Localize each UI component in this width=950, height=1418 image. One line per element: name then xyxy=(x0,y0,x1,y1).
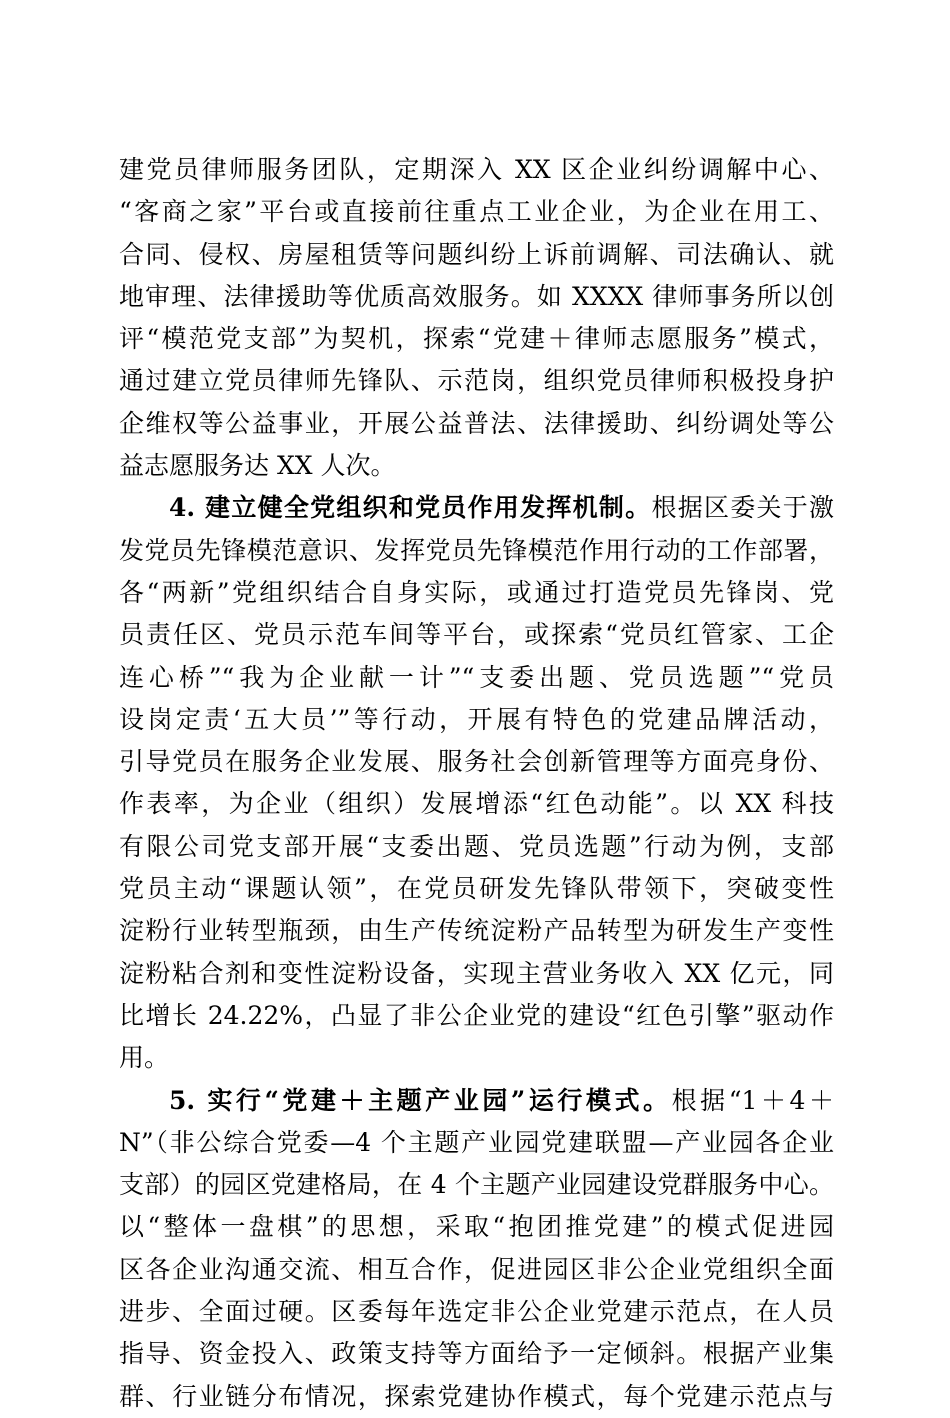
text-line: 通过建立党员律师先锋队、示范岗，组织党员律师积极投身护 xyxy=(119,366,834,396)
text-line: 淀粉行业转型瓶颈，由生产传统淀粉产品转型为研发生产变性 xyxy=(119,916,834,946)
document-body xyxy=(119,149,834,1418)
text-line: 区各企业沟通交流、相互合作，促进园区非公企业党组织全面 xyxy=(119,1254,834,1284)
text-line: 评“模范党支部”为契机，探索“党建＋律师志愿服务”模式， xyxy=(119,324,834,354)
text-line: 群、行业链分布情况，探索党建协作模式，每个党建示范点与 xyxy=(119,1381,834,1411)
text-line: 比增长 24.22%，凸显了非公企业党的建设“红色引擎”驱动作 xyxy=(119,1000,834,1030)
text-line: 用。 xyxy=(119,1043,170,1073)
text-line: 员责任区、党员示范车间等平台，或探索“党员红管家、工企 xyxy=(119,620,834,650)
text-line: 设岗定责‘五大员’”等行动，开展有特色的党建品牌活动， xyxy=(119,704,834,734)
text-line: 引导党员在服务企业发展、服务社会创新管理等方面亮身份、 xyxy=(119,747,834,777)
text-line: 各“两新”党组织结合自身实际，或通过打造党员先锋岗、党 xyxy=(119,577,834,607)
text-line: 作表率，为企业（组织）发展增添“红色动能”。以 XX 科技 xyxy=(119,789,834,819)
paragraph-1 xyxy=(119,149,834,487)
text-line: 地审理、法律援助等优质高效服务。如 XXXX 律师事务所以创 xyxy=(119,281,834,311)
text-line: 有限公司党支部开展“支委出题、党员选题”行动为例，支部 xyxy=(119,831,834,861)
text-line: 党员主动“课题认领”，在党员研发先锋队带领下，突破变性 xyxy=(119,874,834,904)
text-line: 合同、侵权、房屋租赁等问题纠纷上诉前调解、司法确认、就 xyxy=(119,239,834,269)
text-line: 支部）的园区党建格局，在 4 个主题产业园建设党群服务中心。 xyxy=(119,1170,834,1200)
text-line: 发党员先锋模范意识、发挥党员先锋模范作用行动的工作部署， xyxy=(119,535,834,565)
text-line: 淀粉粘合剂和变性淀粉设备，实现主营业务收入 XX 亿元，同 xyxy=(119,958,834,988)
text-line: 以“整体一盘棋”的思想，采取“抱团推党建”的模式促进园 xyxy=(119,1212,834,1242)
section-heading: 5. 实行“党建＋主题产业园”运行模式。 xyxy=(169,1085,672,1115)
text-line xyxy=(119,1080,834,1122)
text-line: 指导、资金投入、政策支持等方面给予一定倾斜。根据产业集 xyxy=(119,1339,834,1369)
text-line: 企维权等公益事业，开展公益普法、法律援助、纠纷调处等公 xyxy=(119,408,834,438)
text-line: 益志愿服务达 XX 人次。 xyxy=(119,451,396,481)
heading-continuation: 根据区委关于激 xyxy=(651,493,834,523)
paragraph-3 xyxy=(119,1080,834,1418)
text-line xyxy=(119,487,834,529)
section-heading: 4. 建立健全党组织和党员作用发挥机制。 xyxy=(169,493,652,523)
text-line: N”（非公综合党委—4 个主题产业园党建联盟—产业园各企业 xyxy=(119,1127,834,1157)
heading-continuation: 根据“1＋4＋ xyxy=(671,1085,834,1115)
text-line: 连心桥”“我为企业献一计”“支委出题、党员选题”“党员 xyxy=(119,662,834,692)
text-line: 进步、全面过硬。区委每年选定非公企业党建示范点，在人员 xyxy=(119,1297,834,1327)
text-line: “客商之家”平台或直接前往重点工业企业，为企业在用工、 xyxy=(119,197,834,227)
text-line: 建党员律师服务团队，定期深入 XX 区企业纠纷调解中心、 xyxy=(119,155,834,184)
paragraph-2 xyxy=(119,487,834,1079)
